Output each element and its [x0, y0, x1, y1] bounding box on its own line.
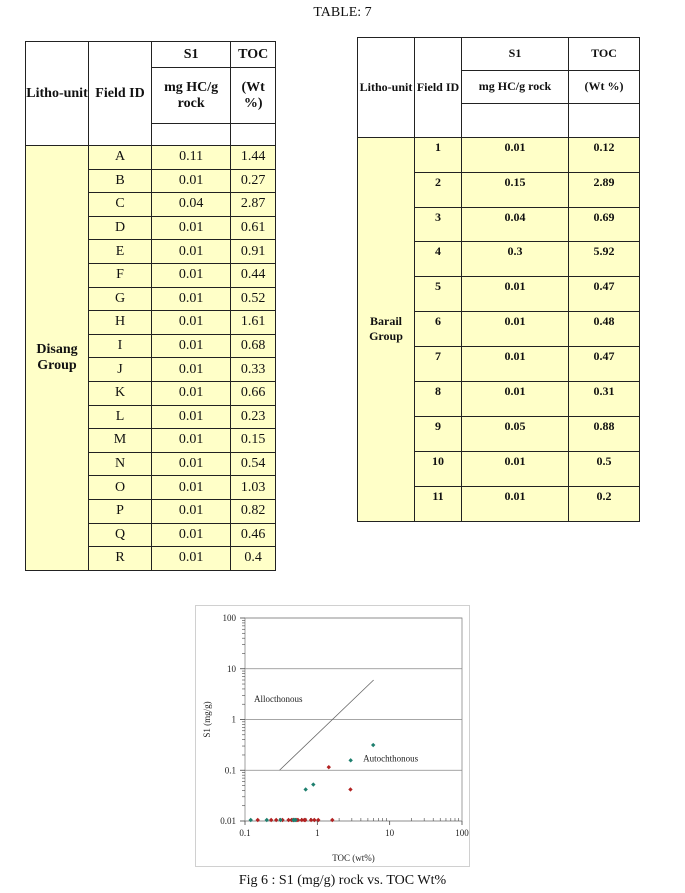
toc-cell: 0.48: [569, 312, 640, 347]
y-tick-label: 1: [231, 714, 236, 725]
field-id-cell: E: [89, 240, 152, 264]
col-header-s1: S1: [462, 38, 569, 71]
chart-frame: [196, 606, 470, 867]
field-id-cell: I: [89, 334, 152, 358]
toc-cell: 1.03: [231, 476, 276, 500]
field-id-cell: B: [89, 169, 152, 193]
field-id-cell: Q: [89, 523, 152, 547]
annotation-allocthonous: Allocthonous: [254, 694, 303, 705]
field-id-cell: 9: [415, 416, 462, 451]
field-id-cell: C: [89, 193, 152, 217]
toc-cell: 0.23: [231, 405, 276, 429]
s1-cell: 0.01: [152, 429, 231, 453]
field-id-cell: J: [89, 358, 152, 382]
field-id-cell: 4: [415, 242, 462, 277]
s1-cell: 0.01: [462, 451, 569, 486]
toc-cell: 2.89: [569, 172, 640, 207]
x-axis-label: TOC (wt%): [332, 853, 375, 863]
field-id-cell: 11: [415, 486, 462, 521]
s1-cell: 0.3: [462, 242, 569, 277]
toc-cell: 0.12: [569, 137, 640, 172]
s1-cell: 0.04: [462, 207, 569, 242]
s1-cell: 0.01: [152, 240, 231, 264]
col-header-toc-unit: (Wt %): [569, 70, 640, 103]
col-header-toc: TOC: [569, 38, 640, 71]
field-id-cell: 5: [415, 277, 462, 312]
toc-cell: 5.92: [569, 242, 640, 277]
field-id-cell: N: [89, 452, 152, 476]
table-row: [26, 146, 276, 170]
field-id-cell: 7: [415, 347, 462, 382]
toc-cell: 0.47: [569, 277, 640, 312]
disang-table: [25, 41, 276, 571]
toc-cell: 0.2: [569, 486, 640, 521]
col-header-toc: TOC: [231, 42, 276, 68]
blank-header-cell: [152, 124, 231, 146]
field-id-cell: F: [89, 263, 152, 287]
x-tick-label: 0.1: [239, 828, 251, 838]
col-header-s1-unit: mg HC/g rock: [152, 68, 231, 124]
col-header-litho: Litho-unit: [358, 38, 415, 138]
s1-cell: 0.01: [152, 311, 231, 335]
x-tick-label: 100: [455, 828, 469, 838]
field-id-cell: L: [89, 405, 152, 429]
toc-cell: 0.82: [231, 499, 276, 523]
s1-cell: 0.01: [152, 405, 231, 429]
s1-cell: 0.01: [152, 216, 231, 240]
group-label: Disang Group: [26, 146, 89, 571]
blank-header-cell: [231, 124, 276, 146]
toc-cell: 0.61: [231, 216, 276, 240]
toc-cell: 0.68: [231, 334, 276, 358]
table-row: [358, 137, 640, 172]
field-id-cell: D: [89, 216, 152, 240]
toc-cell: 0.52: [231, 287, 276, 311]
s1-cell: 0.01: [152, 476, 231, 500]
toc-cell: 0.15: [231, 429, 276, 453]
toc-cell: 0.46: [231, 523, 276, 547]
blank-header-cell: [569, 103, 640, 137]
field-id-cell: 6: [415, 312, 462, 347]
s1-cell: 0.01: [462, 137, 569, 172]
s1-cell: 0.01: [152, 452, 231, 476]
s1-cell: 0.01: [152, 334, 231, 358]
s1-cell: 0.01: [152, 169, 231, 193]
field-id-cell: P: [89, 499, 152, 523]
page-title: TABLE: 7: [313, 5, 372, 20]
field-id-cell: 8: [415, 382, 462, 417]
s1-cell: 0.01: [152, 381, 231, 405]
toc-cell: 0.44: [231, 263, 276, 287]
y-tick-label: 0.1: [224, 765, 236, 776]
annotation-autochthonous: Autochthonous: [363, 753, 419, 764]
toc-cell: 0.4: [231, 547, 276, 571]
y-tick-label: 100: [222, 613, 236, 623]
field-id-cell: 10: [415, 451, 462, 486]
s1-cell: 0.01: [152, 287, 231, 311]
toc-cell: 0.31: [569, 382, 640, 417]
col-header-s1: S1: [152, 42, 231, 68]
field-id-cell: A: [89, 146, 152, 170]
s1-cell: 0.15: [462, 172, 569, 207]
toc-cell: 0.54: [231, 452, 276, 476]
s1-cell: 0.01: [462, 347, 569, 382]
barail-table: [357, 37, 640, 522]
toc-cell: 0.33: [231, 358, 276, 382]
x-tick-label: 10: [385, 828, 395, 838]
s1-cell: 0.01: [462, 486, 569, 521]
toc-cell: 0.88: [569, 416, 640, 451]
s1-cell: 0.01: [152, 499, 231, 523]
s1-cell: 0.04: [152, 193, 231, 217]
field-id-cell: M: [89, 429, 152, 453]
blank-header-cell: [462, 103, 569, 137]
s1-cell: 0.01: [152, 547, 231, 571]
toc-cell: 0.66: [231, 381, 276, 405]
toc-cell: 0.47: [569, 347, 640, 382]
col-header-field: Field ID: [89, 42, 152, 146]
field-id-cell: R: [89, 547, 152, 571]
y-tick-label: 0.01: [220, 816, 236, 826]
toc-cell: 1.61: [231, 311, 276, 335]
s1-cell: 0.01: [462, 277, 569, 312]
field-id-cell: O: [89, 476, 152, 500]
s1-cell: 0.01: [462, 382, 569, 417]
field-id-cell: H: [89, 311, 152, 335]
toc-cell: 1.44: [231, 146, 276, 170]
field-id-cell: G: [89, 287, 152, 311]
toc-cell: 0.69: [569, 207, 640, 242]
toc-cell: 2.87: [231, 193, 276, 217]
toc-cell: 0.5: [569, 451, 640, 486]
s1-cell: 0.05: [462, 416, 569, 451]
field-id-cell: 1: [415, 137, 462, 172]
toc-cell: 0.27: [231, 169, 276, 193]
field-id-cell: K: [89, 381, 152, 405]
figure-caption: Fig 6 : S1 (mg/g) rock vs. TOC Wt%: [238, 873, 447, 888]
x-tick-label: 1: [315, 828, 320, 838]
toc-cell: 0.91: [231, 240, 276, 264]
col-header-s1-unit: mg HC/g rock: [462, 70, 569, 103]
s1-cell: 0.01: [152, 358, 231, 382]
field-id-cell: 3: [415, 207, 462, 242]
y-tick-label: 10: [227, 663, 236, 674]
s1-cell: 0.01: [462, 312, 569, 347]
group-label: Barail Group: [358, 137, 415, 521]
s1-cell: 0.11: [152, 146, 231, 170]
s1-cell: 0.01: [152, 263, 231, 287]
field-id-cell: 2: [415, 172, 462, 207]
col-header-field: Field ID: [415, 38, 462, 138]
s1-vs-toc-chart: [195, 605, 470, 867]
s1-cell: 0.01: [152, 523, 231, 547]
col-header-toc-unit: (Wt %): [231, 68, 276, 124]
col-header-litho: Litho-unit: [26, 42, 89, 146]
y-axis-label: S1 (mg/g): [202, 701, 212, 738]
